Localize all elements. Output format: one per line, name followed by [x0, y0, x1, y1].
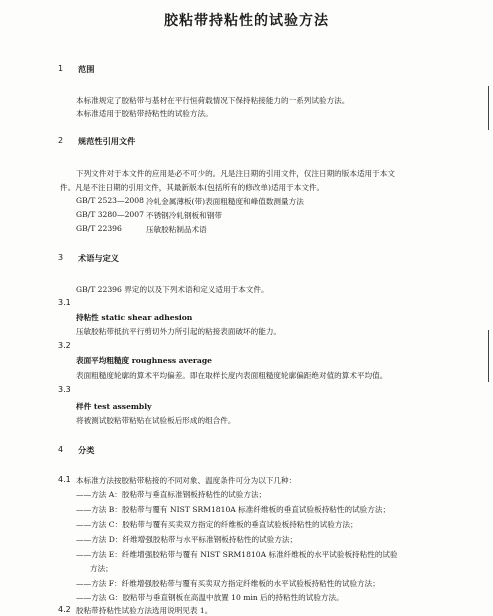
- method-item-continuation: 方法；: [90, 564, 113, 573]
- section-1-heading: 范围: [78, 64, 95, 74]
- reference-title: 压敏胶粘制品术语: [146, 225, 207, 234]
- section-2-intro-line-2: 件。凡是不注日期的引用文件，其最新版本(包括所有的修改单)适用于本文件。: [60, 183, 325, 192]
- term-number: 3.3: [58, 385, 71, 394]
- section-3-intro: GB/T 22396 界定的以及下列术语和定义适用于本文件。: [76, 285, 269, 294]
- method-item: ——方法 D：纤维增强胶粘带与水平标准钢板持粘性的试验方法；: [76, 535, 298, 544]
- term-title: 表面平均粗糙度 roughness average: [76, 356, 212, 365]
- term-title: 样件 test assembly: [76, 402, 152, 411]
- method-item: ——方法 B：胶粘带与覆有 NIST SRM1810A 标准纤维板的垂直试验板持粘性的试验方法；: [76, 505, 391, 514]
- clause-4-2-text: 胶粘带持粘性试验方法选用说明见表 1。: [76, 606, 213, 615]
- term-definition: 表面粗糙度轮廓的算术平均偏差。即在取样长度内表面粗糙度轮廓偏距绝对值的算术平均值。: [76, 371, 388, 380]
- reference-code: GB/T 3280—2007: [76, 210, 144, 219]
- section-2-heading: 规范性引用文件: [78, 136, 136, 146]
- term-number: 3.1: [58, 298, 71, 307]
- section-3-number: 3: [58, 253, 64, 262]
- term-number: 3.2: [58, 341, 71, 350]
- clause-4-1-number: 4.1: [58, 475, 71, 484]
- method-item: ——方法 E：纤维增强胶粘带与覆有 NIST SRM1810A 标准纤维板的水平试验板持粘性的试验: [76, 550, 398, 559]
- section-3-heading: 术语与定义: [78, 253, 119, 263]
- section-1-line-1: 本标准规定了胶粘带与基材在平行恒荷载情况下保持粘接能力的一系列试验方法。: [76, 96, 350, 105]
- section-1-line-2: 本标准适用于胶粘带持粘性的试验方法。: [76, 109, 213, 118]
- reference-code: GB/T 22396: [76, 224, 122, 233]
- reference-title: 冷轧金属薄板(带)表面粗糙度和峰值数测量方法: [146, 197, 304, 206]
- section-1-number: 1: [58, 64, 64, 73]
- term-title: 持粘性 static shear adhesion: [76, 313, 193, 322]
- reference-title: 不锈钢冷轧钢板和钢带: [146, 211, 222, 220]
- document-title: 胶粘带持粘性的试验方法: [164, 13, 329, 29]
- method-item: ——方法 G：胶粘带与垂直钢板在高温中放置 10 min 后的持粘性的试验方法。: [76, 593, 344, 602]
- section-2-intro-line-1: 下列文件对于本文件的应用是必不可少的。凡是注日期的引用文件，仅注日期的版本适用于本文: [76, 169, 395, 178]
- method-item: ——方法 C：胶粘带与覆有买卖双方指定的纤维板的垂直试验板持粘性的试验方法；: [76, 520, 358, 529]
- page-edge-line: [488, 330, 489, 382]
- term-definition: 压敏胶粘带抵抗平行剪切外力所引起的粘接表面破坏的能力。: [76, 327, 282, 336]
- term-definition: 将被测试胶粘带粘贴在试验板后形成的组合件。: [76, 416, 236, 425]
- section-4-number: 4: [58, 445, 64, 454]
- section-4-heading: 分类: [78, 445, 95, 455]
- section-2-number: 2: [58, 136, 64, 145]
- method-item: ——方法 A：胶粘带与垂直标准钢板持粘性的试验方法；: [76, 490, 267, 499]
- reference-code: GB/T 2523—2008: [76, 196, 144, 205]
- clause-4-1-text: 本标准方法按胶粘带粘接的不同对象、温度条件可分为以下几种：: [76, 476, 297, 485]
- page-edge-line: [488, 86, 489, 130]
- method-item: ——方法 F：纤维增强胶粘带与覆有买卖双方指定纤维板的水平试验板持粘性的试验方法；: [76, 579, 380, 588]
- clause-4-2-number: 4.2: [58, 605, 71, 614]
